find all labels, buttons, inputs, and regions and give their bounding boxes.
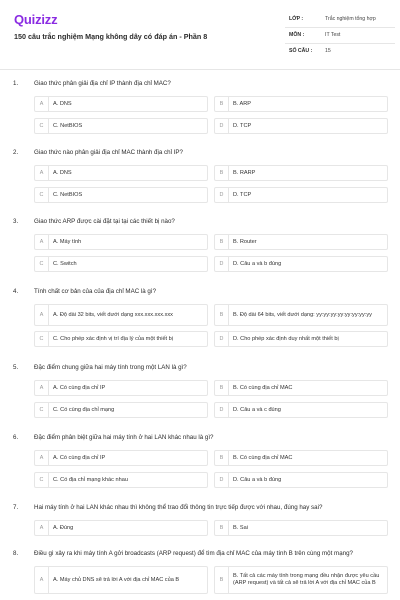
option-text: C. Có cùng địa chỉ mạng [53,406,115,413]
option-text: B. Router [233,238,257,245]
question-text: Hai máy tính ở hai LAN khác nhau thì không thể trao đổi thông tin trực tiếp được với nhau, đúng hay sai? [34,504,323,511]
option-a[interactable] [34,450,208,466]
option-letter: B [215,381,229,395]
meta-value: 15 [325,48,331,54]
option-b[interactable] [214,304,388,326]
question-number: 1. [13,80,19,87]
option-letter: C [35,188,49,202]
worksheet-header [0,0,400,70]
option-letter: D [215,119,229,133]
option-letter: A [35,381,49,395]
question-number: 7. [13,504,19,511]
option-text: B. RARP [233,169,256,176]
option-text: A. Máy chủ DNS sẽ trả lời A với địa chỉ MAC của B [53,576,180,583]
option-a[interactable] [34,566,208,594]
meta-value: Trắc nghiệm tổng hợp [325,16,376,22]
option-d[interactable] [214,402,388,418]
option-d[interactable] [214,472,388,488]
option-d[interactable] [214,256,388,272]
option-text: B. Có cùng địa chỉ MAC [233,384,293,391]
option-c[interactable] [34,472,208,488]
option-letter: A [35,97,49,111]
question-number: 5. [13,364,19,371]
option-c[interactable] [34,331,208,347]
question-text: Giao thức nào phân giải địa chỉ MAC thành địa chỉ IP? [34,149,183,156]
option-b[interactable] [214,96,388,112]
option-d[interactable] [214,118,388,134]
meta-label: SỐ CÂU : [289,48,313,54]
option-letter: C [35,119,49,133]
option-letter: C [35,332,49,346]
question-text: Điều gì xảy ra khi máy tính A gởi broadcasts (ARP request) để tìm địa chỉ MAC của máy tính B trên cùng một mạng? [34,550,353,557]
option-d[interactable] [214,187,388,203]
option-text: B. Độ dài 64 bits, viết dưới dạng: yy:yy:yy:yy:yy:yy:yy:yy [233,311,372,318]
option-letter: A [35,521,49,535]
option-text: D. Câu a và b đúng [233,260,282,267]
option-letter: B [215,235,229,249]
option-b[interactable] [214,520,388,536]
option-a[interactable] [34,165,208,181]
question-number: 8. [13,550,19,557]
quizizz-logo: Quizizz [14,12,58,27]
option-text: C. Switch [53,260,77,267]
option-letter: D [215,188,229,202]
option-text: C. Cho phép xác định vị trí địa lý của một thiết bị [53,335,174,342]
question-text: Tính chất cơ bản của của địa chỉ MAC là gì? [34,288,157,295]
meta-label: MÔN : [289,32,305,38]
question-text: Đặc điểm phân biệt giữa hai máy tính ở hai LAN khác nhau là gì? [34,434,214,441]
option-letter: B [215,451,229,465]
option-text: B. Sai [233,524,248,531]
option-c[interactable] [34,402,208,418]
question-number: 6. [13,434,19,441]
option-a[interactable] [34,304,208,326]
option-letter: B [215,521,229,535]
question-number: 4. [13,288,19,295]
option-text: C. NetBIOS [53,191,83,198]
option-text: A. Máy tính [53,238,82,245]
option-a[interactable] [34,520,208,536]
option-text: B. ARP [233,100,252,107]
option-text: D. Cho phép xác định duy nhất một thiết bị [233,335,339,342]
option-text: D. TCP [233,191,252,198]
option-text: B. Có cùng địa chỉ MAC [233,454,293,461]
option-letter: B [215,97,229,111]
option-letter: D [215,257,229,271]
option-letter: D [215,473,229,487]
option-letter: C [35,403,49,417]
option-letter: A [35,235,49,249]
option-letter: A [35,166,49,180]
option-text: D. TCP [233,122,252,129]
option-text: D. Câu a và c đúng [233,406,281,413]
option-letter: A [35,567,49,593]
option-c[interactable] [34,118,208,134]
option-b[interactable] [214,380,388,396]
meta-row-class [285,12,395,28]
meta-value: IT Test [325,32,341,38]
option-text: C. NetBIOS [53,122,83,129]
option-text: B. Tất cả các máy tính trong mạng đều nhận được yêu cầu (ARP request) và tất cả sẽ trả lời A với địa chỉ MAC của B [233,573,380,586]
option-b[interactable] [214,234,388,250]
option-a[interactable] [34,380,208,396]
option-letter: D [215,332,229,346]
option-letter: B [215,567,229,593]
meta-table [285,12,395,60]
option-letter: C [35,257,49,271]
option-b[interactable] [214,566,388,594]
option-text: D. Câu a và b đúng [233,476,282,483]
option-text: A. Độ dài 32 bits, viết dưới dạng xxx.xxx.xxx.xxx [53,311,173,318]
option-letter: A [35,451,49,465]
option-c[interactable] [34,256,208,272]
option-a[interactable] [34,234,208,250]
option-text: C. Có địa chỉ mạng khác nhau [53,476,128,483]
option-letter: A [35,305,49,325]
option-a[interactable] [34,96,208,112]
meta-label: LỚP : [289,16,304,22]
option-d[interactable] [214,331,388,347]
question-text: Giao thức ARP được cài đặt tại tại các thiết bị nào? [34,218,175,225]
meta-row-subject [285,28,395,44]
option-c[interactable] [34,187,208,203]
option-letter: B [215,166,229,180]
question-number: 2. [13,149,19,156]
option-letter: B [215,305,229,325]
question-number: 3. [13,218,19,225]
question-text: Đặc điểm chung giữa hai máy tính trong một LAN là gì? [34,364,187,371]
question-text: Giao thức phân giải địa chỉ IP thành địa chỉ MAC? [34,80,171,87]
option-text: A. DNS [53,169,72,176]
option-text: A. Có cùng địa chỉ IP [53,384,106,391]
page-title: 150 câu trắc nghiệm Mạng không dây có đáp án - Phần 8 [14,32,208,41]
option-text: A. Có cùng địa chỉ IP [53,454,106,461]
option-b[interactable] [214,450,388,466]
option-text: A. Đúng [53,524,74,531]
option-b[interactable] [214,165,388,181]
option-letter: C [35,473,49,487]
option-text: A. DNS [53,100,72,107]
meta-row-count [285,44,395,60]
option-letter: D [215,403,229,417]
